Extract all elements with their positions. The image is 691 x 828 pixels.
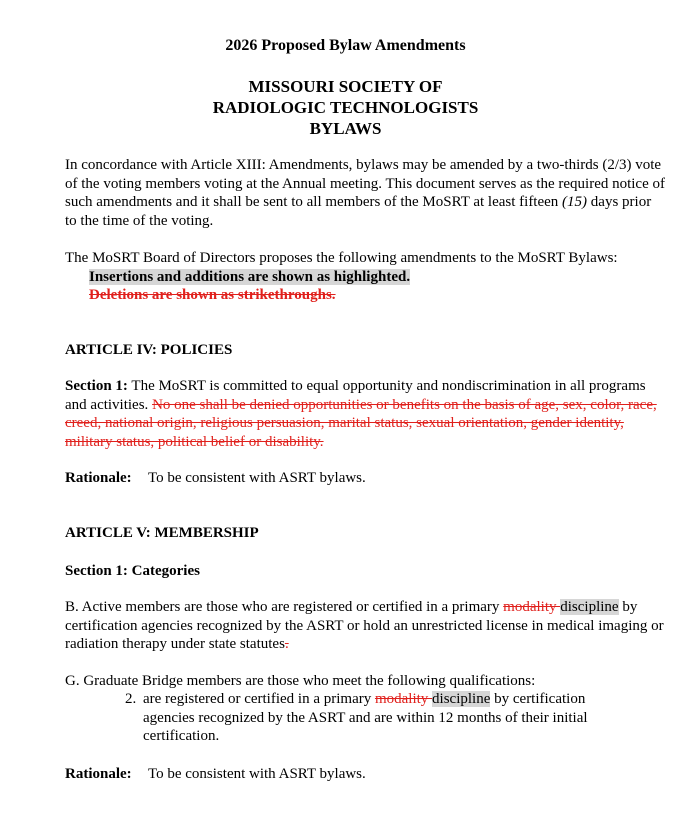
inserted-text: discipline	[432, 691, 491, 707]
org-line: BYLAWS	[309, 119, 382, 138]
deleted-text: modality	[374, 691, 433, 707]
article-v-section-heading: Section 1: Categories	[65, 563, 200, 579]
proposal-paragraph	[65, 249, 665, 305]
inserted-text: discipline	[560, 599, 619, 615]
article-v-heading: ARTICLE V: MEMBERSHIP	[65, 525, 259, 541]
legend-deletions: Deletions are shown as strikethroughs.	[89, 287, 336, 303]
article-iv-heading: ARTICLE IV: POLICIES	[65, 342, 233, 358]
article-v-item-g-2: 2. are registered or certified in a primary modality discipline by certification agencies recognized by the ASRT and are within 12 months of their initial certification.	[125, 691, 588, 744]
legend-insertions: Insertions and additions are shown as highlighted.	[89, 268, 411, 285]
deleted-text: .	[284, 636, 289, 652]
proposal-text: The MoSRT Board of Directors proposes the following amendments to the MoSRT Bylaws:	[65, 250, 618, 266]
organization-heading	[0, 76, 691, 139]
org-line: MISSOURI SOCIETY OF	[248, 77, 443, 96]
article-v-item-b: B. Active members are those who are registered or certified in a primary modality discipline by certification agencies recognized by the ASRT or hold an unrestricted license in medical imaging or radiation therapy under state statutes.	[65, 599, 664, 652]
article-v-rationale: Rationale: To be consistent with ASRT bylaws.	[65, 766, 366, 782]
intro-paragraph: In concordance with Article XIII: Amendments, bylaws may be amended by a two-thirds (2/3) vote of the voting members voting at the Annual meeting. This document serves as the required notice of such amendments and it shall be sent to all members of the MoSRT at least fifteen (15) days prior to the time of the voting.	[65, 157, 665, 229]
deleted-text: No one shall be denied opportunities or benefits on the basis of age, sex, color, race, creed, national origin, religious persuasion, marital status, sexual orientation, gender identity, military status, political belief or disability.	[65, 396, 657, 450]
deleted-text: modality	[503, 599, 561, 615]
document-title: 2026 Proposed Bylaw Amendments	[225, 37, 466, 54]
org-line: RADIOLOGIC TECHNOLOGISTS	[212, 98, 479, 117]
article-iv-section-1: Section 1: The MoSRT is committed to equal opportunity and nondiscrimination in all programs and activities. No one shall be denied opportunities or benefits on the basis of age, sex, color, race, creed, national origin, religious persuasion, marital status, sexual orientation, gender identity, military status, political belief or disability.	[65, 378, 657, 450]
article-v-item-g: G. Graduate Bridge members are those who meet the following qualifications:	[65, 673, 536, 689]
article-iv-rationale: Rationale: To be consistent with ASRT bylaws.	[65, 470, 366, 486]
